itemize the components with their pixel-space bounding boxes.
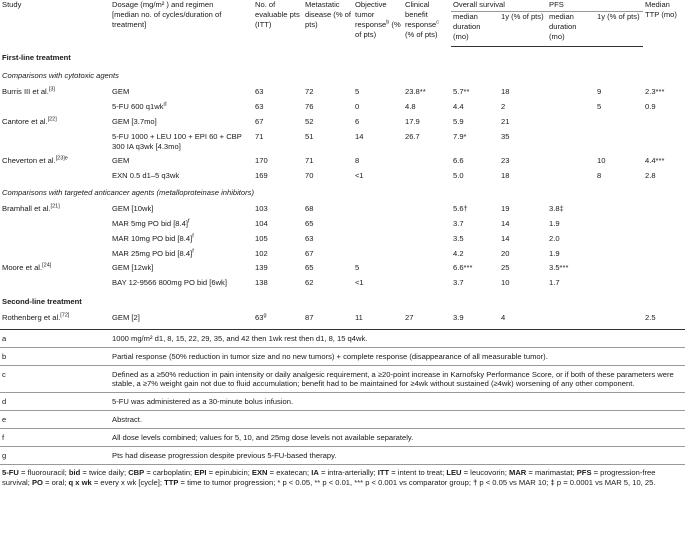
abbreviation-definition: = time to tumor progression; * p < 0.05, ** p < 0.01, *** p < 0.001 vs comparator group; [178,478,474,488]
metastatic-cell: 68 [305,204,314,214]
os-median-cell: 4.2 [453,248,464,258]
dosage-text: MAR 10mg PO bid [8.4] [112,233,193,243]
table-row [0,217,685,232]
footnote-key: b [2,351,7,361]
footnote-ref-c: c [436,19,439,26]
dosage-cell [110,217,253,232]
os-1y-cell: 35 [501,131,510,141]
header-pfs-median: median duration (mo) [547,11,595,47]
footnote-ref-d: d [163,101,167,108]
evaluable-cell: 67 [255,116,264,126]
footnote-ref-f: f [192,233,194,240]
pfs-median-cell: 1.9 [549,218,560,228]
abbreviation-definition: = epirubicin; [206,467,252,477]
abbreviation-definition: = progression-free survival; [2,467,656,488]
objective-cell [353,232,403,247]
footnote-ref-b: b [386,19,390,26]
evaluable-cell: 105 [255,233,268,243]
clinical-cell [403,232,451,247]
objective-cell: 5 [355,87,360,97]
abbreviation-term: ITT [377,467,390,477]
pfs-1y-cell: 8 [597,171,602,181]
abbreviation-term: ‡ [550,478,555,488]
os-median-cell: 5.0 [453,171,464,181]
dosage-text: MAR 5mg PO bid [8.4] [112,218,188,228]
abbreviations-row [0,465,685,489]
pfs-median-cell [547,311,595,329]
ttp-cell [643,232,685,247]
ttp-cell [643,202,685,217]
abbreviation-term: bid [68,467,81,477]
study-cell [0,261,110,276]
clinical-cell [403,276,451,291]
footnote-key: c [2,369,6,379]
pfs-median-cell [547,115,595,130]
abbreviations-text [0,465,685,489]
footnote-key: a [2,333,7,343]
study-name: Bramhall et al. [2,204,51,214]
study-name: Rothenberg et al. [2,313,61,323]
ttp-cell [643,276,685,291]
pfs-median-cell: 3.8‡ [549,204,564,214]
table-body [0,47,685,488]
clinical-cell [403,169,451,184]
table-row [0,154,685,169]
objective-cell: <1 [355,278,364,288]
study-cell [0,202,110,217]
evaluable-text: 63 [255,313,264,323]
study-ref: [22] [47,116,57,123]
subsection-targeted: Comparisons with targeted anticancer agents (metalloproteinase inhibitors) [2,188,254,198]
os-median-cell: 3.5 [453,233,464,243]
os-median-cell: 3.9 [451,311,499,329]
table-row [0,311,685,329]
metastatic-cell: 70 [305,171,314,181]
clinical-cell: 23.8** [405,87,426,97]
study-ref: [24] [42,262,52,269]
study-name: Cheverton et al. [2,156,56,166]
table-row [0,202,685,217]
evaluable-cell: 103 [255,204,268,214]
study-ref: [23]e [55,155,68,162]
header-objective [353,0,403,47]
table-row [0,115,685,130]
table-row [0,169,685,184]
os-1y-cell: 21 [501,116,510,126]
metastatic-cell: 52 [305,116,314,126]
header-clinical [403,0,451,47]
study-cell [0,115,110,130]
pfs-1y-cell: 9 [597,87,602,97]
study-name: Burris III et al. [2,87,49,97]
dosage-cell [110,247,253,262]
metastatic-cell: 71 [305,156,314,166]
os-1y-cell: 14 [501,233,510,243]
objective-cell: 0 [355,102,360,112]
pfs-1y-cell [595,261,643,276]
footnote-row [0,411,685,428]
clinical-cell: 17.9 [405,116,420,126]
abbreviation-term: TTP [164,478,179,488]
pfs-median-cell [547,100,595,115]
metastatic-cell: 72 [305,87,314,97]
footnote-text: Partial response (50% reduction in tumor size and no new tumors) + complete response (disappearance of all measurable tumor). [112,351,548,361]
os-1y-cell: 23 [501,156,510,166]
header-clinical-tail: (% of pts) [405,29,438,39]
metastatic-cell: 63 [305,233,314,243]
evaluable-cell [253,311,303,329]
pfs-median-cell [547,169,595,184]
study-cell [0,169,110,184]
clinical-cell [403,247,451,262]
abbreviation-definition: p < 0.05 vs MAR 10; [477,478,551,488]
os-median-cell: 3.7 [453,218,464,228]
metastatic-cell: 51 [305,131,314,141]
footnote-key: e [2,415,7,425]
study-cell [0,217,110,232]
dosage-cell: GEM [12wk] [112,263,154,273]
os-median-cell: 5.9 [453,116,464,126]
header-median-ttp: Median TTP (mo) [645,0,677,19]
pfs-median-cell: 3.5*** [549,263,569,273]
abbreviation-term: PO [31,478,43,488]
pfs-median-cell: 2.0 [549,233,560,243]
footnote-text: Defined as a ≥50% reduction in pain intensity or daily analgesic requirement, a ≥20-point increase in Karnofsky Performance Score, or if both of these parameters were stable, a ≥7% weight gain not due to fluid accumulation; benefit had to be maintained for ≥4wk without sustained (≥4wk) worsening of any other component. [112,369,674,389]
header-dosage [110,0,253,47]
footnote-key: f [2,433,5,443]
clinical-cell [403,261,451,276]
table-header [0,0,685,47]
evaluable-cell: 169 [255,171,268,181]
objective-cell: 11 [353,311,403,329]
abbreviation-definition: = intra-arterially; [318,467,378,477]
dosage-cell: GEM [10wk] [112,204,154,214]
dosage-cell: 5-FU 1000 + LEU 100 + EPI 60 + CBP 300 IA q3wk [4.3mo] [112,131,242,151]
pfs-1y-cell [595,130,643,155]
ttp-cell [643,247,685,262]
footnote-row [0,447,685,464]
dosage-cell [110,100,253,115]
study-ref: [3] [48,86,55,93]
footnote-key: d [2,397,7,407]
abbreviation-definition: = intent to treat; [389,467,447,477]
header-clinical-text: Clinical benefit response [405,0,437,29]
header-overall-survival: Overall survival [451,0,547,11]
header-dosage-line1: Dosage (mg/m² ) and regimen [112,0,214,9]
abbreviation-term: LEU [446,467,462,477]
objective-cell: 6 [355,116,360,126]
abbreviation-term: MAR [509,467,527,477]
abbreviation-definition: = twice daily; [80,467,129,477]
header-objective-tail: (% of pts) [355,19,401,39]
os-1y-cell: 20 [501,248,510,258]
pfs-1y-cell [595,232,643,247]
footnote-ref-g: g [263,312,267,319]
section-second-line: Second-line treatment [2,297,82,307]
objective-cell: 8 [355,156,360,166]
evaluable-cell: 138 [255,278,268,288]
objective-cell [353,202,403,217]
metastatic-cell: 76 [305,102,314,112]
ttp-cell: 0.9 [645,102,656,112]
os-1y-cell: 2 [501,102,506,112]
objective-cell [353,247,403,262]
header-study: Study [2,0,22,9]
header-dosage-line2: [median no. of cycles/duration of treatment] [112,9,222,29]
abbreviation-term: EPI [194,467,207,477]
dosage-cell: GEM [112,156,130,166]
footnote-key: g [2,450,7,460]
study-cell [0,85,110,100]
ttp-cell: 4.4*** [645,156,665,166]
pfs-median-cell [547,154,595,169]
metastatic-cell: 65 [305,263,314,273]
evaluable-cell: 71 [255,131,264,141]
footnote-row [0,329,685,347]
dosage-cell [110,232,253,247]
os-1y-cell: 18 [501,87,510,97]
evaluable-cell: 104 [255,218,268,228]
ttp-cell [643,217,685,232]
abbreviation-definition: = oral; [42,478,69,488]
table-row [0,276,685,291]
pfs-median-cell [547,85,595,100]
study-cell [0,276,110,291]
header-os-1y: 1y (% of pts) [499,11,547,47]
dosage-cell: GEM [3.7mo] [112,116,157,126]
footnote-row [0,348,685,365]
header-metastatic: Metastatic disease (% of pts) [305,0,352,29]
footnote-ref-f: f [187,218,190,225]
objective-cell [353,217,403,232]
study-name: Cantore et al. [2,116,48,126]
os-1y-cell: 25 [501,263,510,273]
evaluable-cell: 170 [255,156,268,166]
os-1y-cell: 14 [501,218,510,228]
footnote-text: Abstract. [112,415,142,425]
table-row [0,261,685,276]
pfs-median-cell [547,130,595,155]
os-median-cell: 4.4 [453,102,464,112]
table-row [0,100,685,115]
header-objective-text: Objective tumor response [355,0,387,29]
study-cell [0,232,110,247]
section-first-line: First-line treatment [2,53,71,63]
evaluable-cell: 63 [255,102,264,112]
abbreviation-definition: = exatecan; [267,467,312,477]
metastatic-cell: 87 [303,311,353,329]
evaluable-cell: 63 [255,87,264,97]
abbreviation-definition: = leucovorin; [461,467,509,477]
abbreviation-term: EXN [251,467,268,477]
os-1y-cell: 18 [501,171,510,181]
study-cell [0,100,110,115]
os-median-cell: 3.7 [453,278,464,288]
study-ref: [21] [50,203,60,210]
footnote-text: Pts had disease progression despite previous 5-FU-based therapy. [112,450,337,460]
ttp-cell [643,130,685,155]
clinical-cell: 26.7 [405,131,420,141]
dosage-text: MAR 25mg PO bid [8.4] [112,248,193,258]
metastatic-cell: 65 [305,218,314,228]
pfs-1y-cell [595,202,643,217]
footnote-text: 5-FU was administered as a 30-minute bolus infusion. [112,397,294,407]
footnote-ref-f: f [192,248,194,255]
evaluable-cell: 102 [255,248,268,258]
evaluable-cell: 139 [255,263,268,273]
abbreviation-definition: = marimastat; [526,467,577,477]
study-cell [0,154,110,169]
os-1y-cell: 10 [501,278,510,288]
metastatic-cell: 67 [305,248,314,258]
pfs-1y-cell: 10 [597,156,606,166]
header-os-median: median duration (mo) [451,11,499,47]
abbreviation-definition: = carboplatin; [144,467,195,477]
dosage-cell: GEM [2] [110,311,253,329]
pfs-1y-cell [595,311,643,329]
clinical-cell: 4.8 [405,102,416,112]
subsection-cytotoxic: Comparisons with cytotoxic agents [2,71,119,81]
objective-cell: 14 [355,131,364,141]
table-row [0,130,685,155]
pfs-1y-cell: 5 [597,102,602,112]
pfs-1y-cell [595,115,643,130]
pfs-median-cell: 1.9 [549,248,560,258]
study-ref: [72] [60,312,70,319]
os-median-cell: 6.6 [453,156,464,166]
os-median-cell: 5.7** [453,87,470,97]
os-1y-cell: 19 [501,204,510,214]
table-row [0,232,685,247]
study-cell [0,311,110,329]
pfs-median-cell: 1.7 [549,278,560,288]
dosage-cell: BAY 12-9566 800mg PO bid [6wk] [112,278,227,288]
pfs-1y-cell [595,247,643,262]
clinical-cell [403,217,451,232]
header-pfs-1y: 1y (% of pts) [595,11,643,47]
footnote-text: All dose levels combined; values for 5, 10, and 25mg dose levels not available separately. [112,433,414,443]
pfs-1y-cell [595,276,643,291]
footnote-row [0,429,685,446]
abbreviation-definition: = fluorouracil; [18,467,69,477]
abbreviation-term: CBP [128,467,145,477]
header-pfs: PFS [547,0,643,11]
metastatic-cell: 62 [305,278,314,288]
os-median-cell: 7.9* [453,131,467,141]
os-median-cell: 5.6† [453,204,468,214]
abbreviation-term: IA [311,467,319,477]
study-cell [0,130,110,155]
abbreviation-term: q x wk [68,478,92,488]
footnote-row [0,393,685,410]
footnote-text: 1000 mg/m² d1, 8, 15, 22, 29, 35, and 42 then 1wk rest then d1, 8, 15 q4wk. [112,333,368,343]
pfs-1y-cell [595,217,643,232]
objective-cell: <1 [355,171,364,181]
abbreviation-definition: = every x wk [cycle]; [91,478,165,488]
abbreviation-term: 5-FU [2,467,19,477]
ttp-cell: 2.8 [645,171,656,181]
abbreviation-definition: p = 0.0001 vs MAR 5, 10, 25. [554,478,656,488]
ttp-cell [643,261,685,276]
ttp-cell [643,115,685,130]
ttp-cell: 2.5 [643,311,685,329]
abbreviation-term: † [473,478,478,488]
clinical-cell [403,202,451,217]
header-evaluable: No. of evaluable pts (ITT) [255,0,300,29]
ttp-cell: 2.3*** [645,87,665,97]
abbreviation-term: PFS [576,467,592,477]
dosage-text: 5-FU 600 q1wk [112,102,164,112]
footnote-row [0,366,685,393]
table-row [0,247,685,262]
clinical-cell [403,154,451,169]
dosage-cell: EXN 0.5 d1–5 q3wk [112,171,180,181]
os-median-cell: 6.6*** [453,263,473,273]
os-1y-cell: 4 [499,311,547,329]
objective-cell: 5 [355,263,360,273]
table-row [0,85,685,100]
dosage-cell: GEM [112,87,130,97]
study-cell [0,247,110,262]
study-name: Moore et al. [2,263,43,273]
clinical-cell: 27 [403,311,451,329]
